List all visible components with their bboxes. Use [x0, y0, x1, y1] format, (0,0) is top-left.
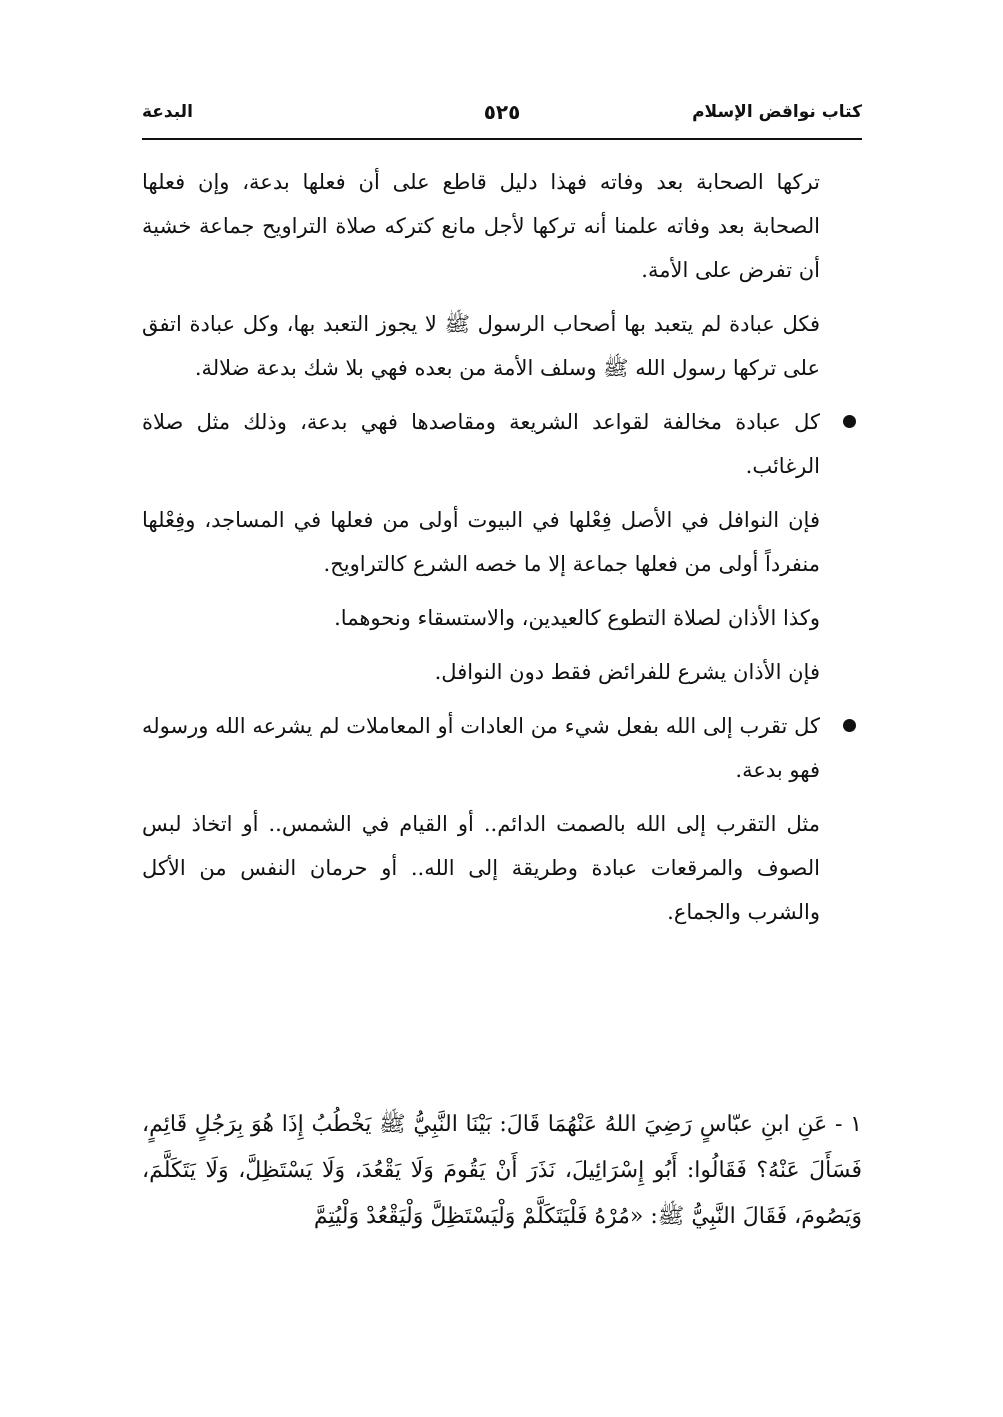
header-divider — [142, 138, 862, 140]
paragraph-2: فكل عبادة لم يتعبد بها أصحاب الرسول ﷺ لا يجوز التعبد بها، وكل عبادة اتفق على تركها رسول الله ﷺ وسلف الأمة من بعده فهي بلا شك بدعة ضلالة. — [142, 312, 820, 380]
paragraph-3: فإن النوافل في الأصل فِعْلها في البيوت أولى من فعلها في المساجد، وفِعْلها منفرداً أولى من فعلها جماعة إلا ما خصه الشرع كالتراويح. — [142, 508, 820, 576]
header-page-number: ٥٢٥ — [483, 100, 521, 124]
paragraph-5: فإن الأذان يشرع للفرائض فقط دون النوافل. — [434, 660, 820, 684]
bullet-item-2 — [142, 704, 820, 792]
bullet-dot-icon — [843, 415, 856, 428]
bullet-dot-icon — [843, 719, 856, 732]
page-header — [142, 98, 862, 134]
bullet-item-1 — [142, 400, 820, 488]
hadith-text: ١ - عَنِ ابنِ عبّاسٍ رَضِيَ اللهُ عَنْهُمَا قَالَ: بَيْنَا النَّبِيُّ ﷺ يَخْطُبُ إِذَا هُوَ بِرَجُلٍ قَائِمٍ، فَسَأَلَ عَنْهُ؟ فَقَالُوا: أَبُو إِسْرَائِيلَ، نَذَرَ أَنْ يَقُومَ وَلَا يَقْعُدَ، وَلَا يَسْتَظِلَّ، وَلَا يَتَكَلَّمَ، وَيَصُومَ، فَقَالَ النَّبِيُّ ﷺ: «مُرْهُ فَلْيَتَكَلَّمْ وَلْيَسْتَظِلَّ وَلْيَقْعُدْ وَلْيُتِمَّ — [142, 1112, 862, 1229]
paragraph-4: وكذا الأذان لصلاة التطوع كالعيدين، والاستسقاء ونحوهما. — [334, 606, 820, 630]
bullet-item-2-text: كل تقرب إلى الله بفعل شيء من العادات أو المعاملات لم يشرعه الله ورسوله فهو بدعة. — [142, 714, 820, 782]
bullet-item-1-text: كل عبادة مخالفة لقواعد الشريعة ومقاصدها فهي بدعة، وذلك مثل صلاة الرغائب. — [142, 410, 820, 478]
paragraph-6: مثل التقرب إلى الله بالصمت الدائم.. أو القيام في الشمس.. أو اتخاذ لبس الصوف والمرقعات عبادة وطريقة إلى الله.. أو حرمان النفس من الأكل والشرب والجماع. — [142, 812, 820, 924]
main-text — [142, 160, 820, 944]
paragraph-1: تركها الصحابة بعد وفاته فهذا دليل قاطع على أن فعلها بدعة، وإن فعلها الصحابة بعد وفاته علمنا أنه تركها لأجل مانع كتركه صلاة التراويح جماعة خشية أن تفرض على الأمة. — [142, 170, 820, 282]
header-book-title: كتاب نواقض الإسلام — [692, 102, 862, 122]
header-chapter-title: البدعة — [142, 102, 193, 122]
